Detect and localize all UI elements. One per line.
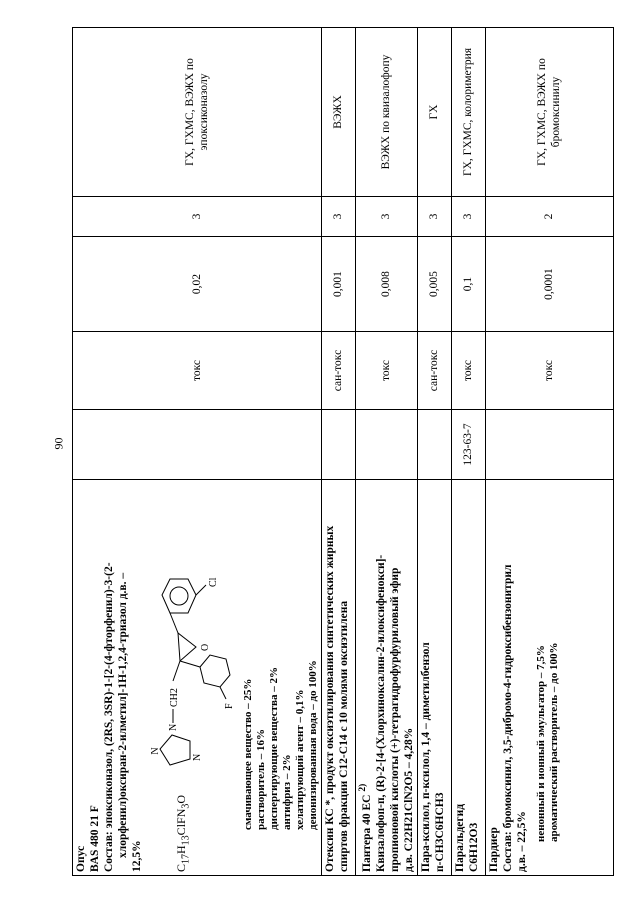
cell-value: 0,0001 xyxy=(485,237,613,332)
rotated-table-wrapper xyxy=(72,28,592,876)
cell-value: 0,02 xyxy=(73,237,322,332)
document-table-frame xyxy=(72,28,592,876)
cell-cas: 123-63-7 xyxy=(451,410,485,480)
structure-atom-o: O xyxy=(200,643,212,651)
substance-name: Пара-ксилол, п-ксилол, 1,4 – диметилбензол xyxy=(419,642,432,872)
footnote-marker: 2) xyxy=(356,783,368,792)
cell-hazard: 3 xyxy=(355,197,417,237)
structure-group-ch2: CH2 xyxy=(169,688,181,707)
cell-substance-para-xylene xyxy=(417,480,451,876)
substance-line: Состав: бромоксинил, 3,5-дибромо-4-гидроксибензонитрил xyxy=(501,564,514,872)
composition-item: хелатирующий агент – 0,1% xyxy=(293,689,306,830)
substance-name: Отексин КС *, продукт оксиэтилирования синтетических жирных спиртов фракции С12-С14 с 10 молями оксиэтилена xyxy=(323,525,350,872)
cell-class: токс xyxy=(451,332,485,410)
structure-atom-cl: Cl xyxy=(208,577,220,587)
cell-substance-paraldehyde xyxy=(451,480,485,876)
substance-line: д.в. – 22,5% xyxy=(515,811,528,872)
composition-item: ароматический растворитель – до 100% xyxy=(547,642,560,842)
composition-item: растворитель – 16% xyxy=(255,729,268,830)
page-number: 90 xyxy=(51,437,66,450)
cell-cas xyxy=(417,410,451,480)
cell-method: ГХ, ГХМС, ВЭЖХ по бромоксинилу xyxy=(485,28,613,197)
table-row-pardier xyxy=(485,28,613,876)
table-row-opus xyxy=(73,28,322,876)
composition-item: ненонный и ионный эмульгатор – 7,5% xyxy=(534,645,547,842)
structure-atom-f: F xyxy=(224,703,236,709)
epoxiconazole-structure-diagram xyxy=(148,485,240,785)
cell-substance-pantera xyxy=(355,480,417,876)
cell-substance-opus xyxy=(73,480,322,876)
substance-line: Состав: эпоксиконазол, (2RS, 3SR)-1-[2-(4-фторфенил)-3-(2- xyxy=(103,562,116,872)
substance-line: Квизалофоп-п, (R)-2-[4-(Хлорхиноксалин-2-илоксифенокси]- xyxy=(374,554,387,872)
substance-line: хлорфенил)оксиран-2-илметил]-1Н-1,2,4-триазол д.в. – xyxy=(117,572,130,858)
composition-item: диспергирующие вещества – 2% xyxy=(268,667,281,830)
table-row-paraldehyde xyxy=(451,28,485,876)
substance-line: C6H12O3 xyxy=(467,822,480,872)
cell-value: 0,005 xyxy=(417,237,451,332)
table-row-pantera xyxy=(355,28,417,876)
table-row-otexin xyxy=(321,28,355,876)
cell-value: 0,008 xyxy=(355,237,417,332)
substance-line: пропионовой кислоты (+)-тетрагидрофурфуриловый эфир xyxy=(388,567,401,872)
cell-cas xyxy=(355,410,417,480)
cell-class: токс xyxy=(355,332,417,410)
substance-line: 12,5% xyxy=(131,840,144,872)
cell-substance-otexin xyxy=(321,480,355,876)
cell-class: токс xyxy=(73,332,322,410)
cell-class: токс xyxy=(485,332,613,410)
substances-table xyxy=(72,27,614,876)
cell-value: 0,001 xyxy=(321,237,355,332)
cell-cas xyxy=(485,410,613,480)
composition-list xyxy=(242,483,320,830)
cell-value: 0,1 xyxy=(451,237,485,332)
cell-hazard: 3 xyxy=(73,197,322,237)
structure-atom-n: N xyxy=(168,723,180,731)
composition-item: деионизированная вода – до 100% xyxy=(306,660,319,830)
cell-method: ГХ, ГХМС, колориметрия xyxy=(451,28,485,197)
cell-cas xyxy=(321,410,355,480)
structure-block xyxy=(148,483,240,872)
cell-hazard: 3 xyxy=(417,197,451,237)
table-row-para-xylene xyxy=(417,28,451,876)
substance-name: Паральдегид xyxy=(453,803,466,872)
composition-list xyxy=(535,483,561,842)
molecular-formula: $C_{17}H_{13}ClFN_3O$ xyxy=(174,794,192,872)
cell-method: ГХ, ГХМС, ВЭЖХ по эпоксиконазолу xyxy=(73,28,322,197)
cell-hazard: 3 xyxy=(451,197,485,237)
structure-atom-n: N xyxy=(192,753,204,761)
cell-cas xyxy=(73,410,322,480)
cell-hazard: 2 xyxy=(485,197,613,237)
substance-line: BAS 480 21 F xyxy=(89,805,102,872)
structure-atom-n: N xyxy=(150,747,162,755)
substance-line: п-CH3C6HCH3 xyxy=(433,792,446,872)
cell-method: ВЭЖХ xyxy=(321,28,355,197)
cell-class: сан-токс xyxy=(321,332,355,410)
substance-name: Пантера 40 ЕС $^{2)}$ xyxy=(356,783,373,872)
cell-substance-pardier xyxy=(485,480,613,876)
cell-class: сан-токс xyxy=(417,332,451,410)
composition-item: смачивающее вещество – 25% xyxy=(242,678,255,830)
cell-method: ГХ xyxy=(417,28,451,197)
cell-method: ВЭЖХ по квизалофопу xyxy=(355,28,417,197)
substance-name: Пардиер xyxy=(487,827,500,872)
substance-line: д.в. C22H21ClN2O5 – 4,28% xyxy=(402,727,415,872)
composition-item: антифриз – 2% xyxy=(280,754,293,830)
cell-hazard: 3 xyxy=(321,197,355,237)
substance-name: Опус xyxy=(75,845,87,872)
